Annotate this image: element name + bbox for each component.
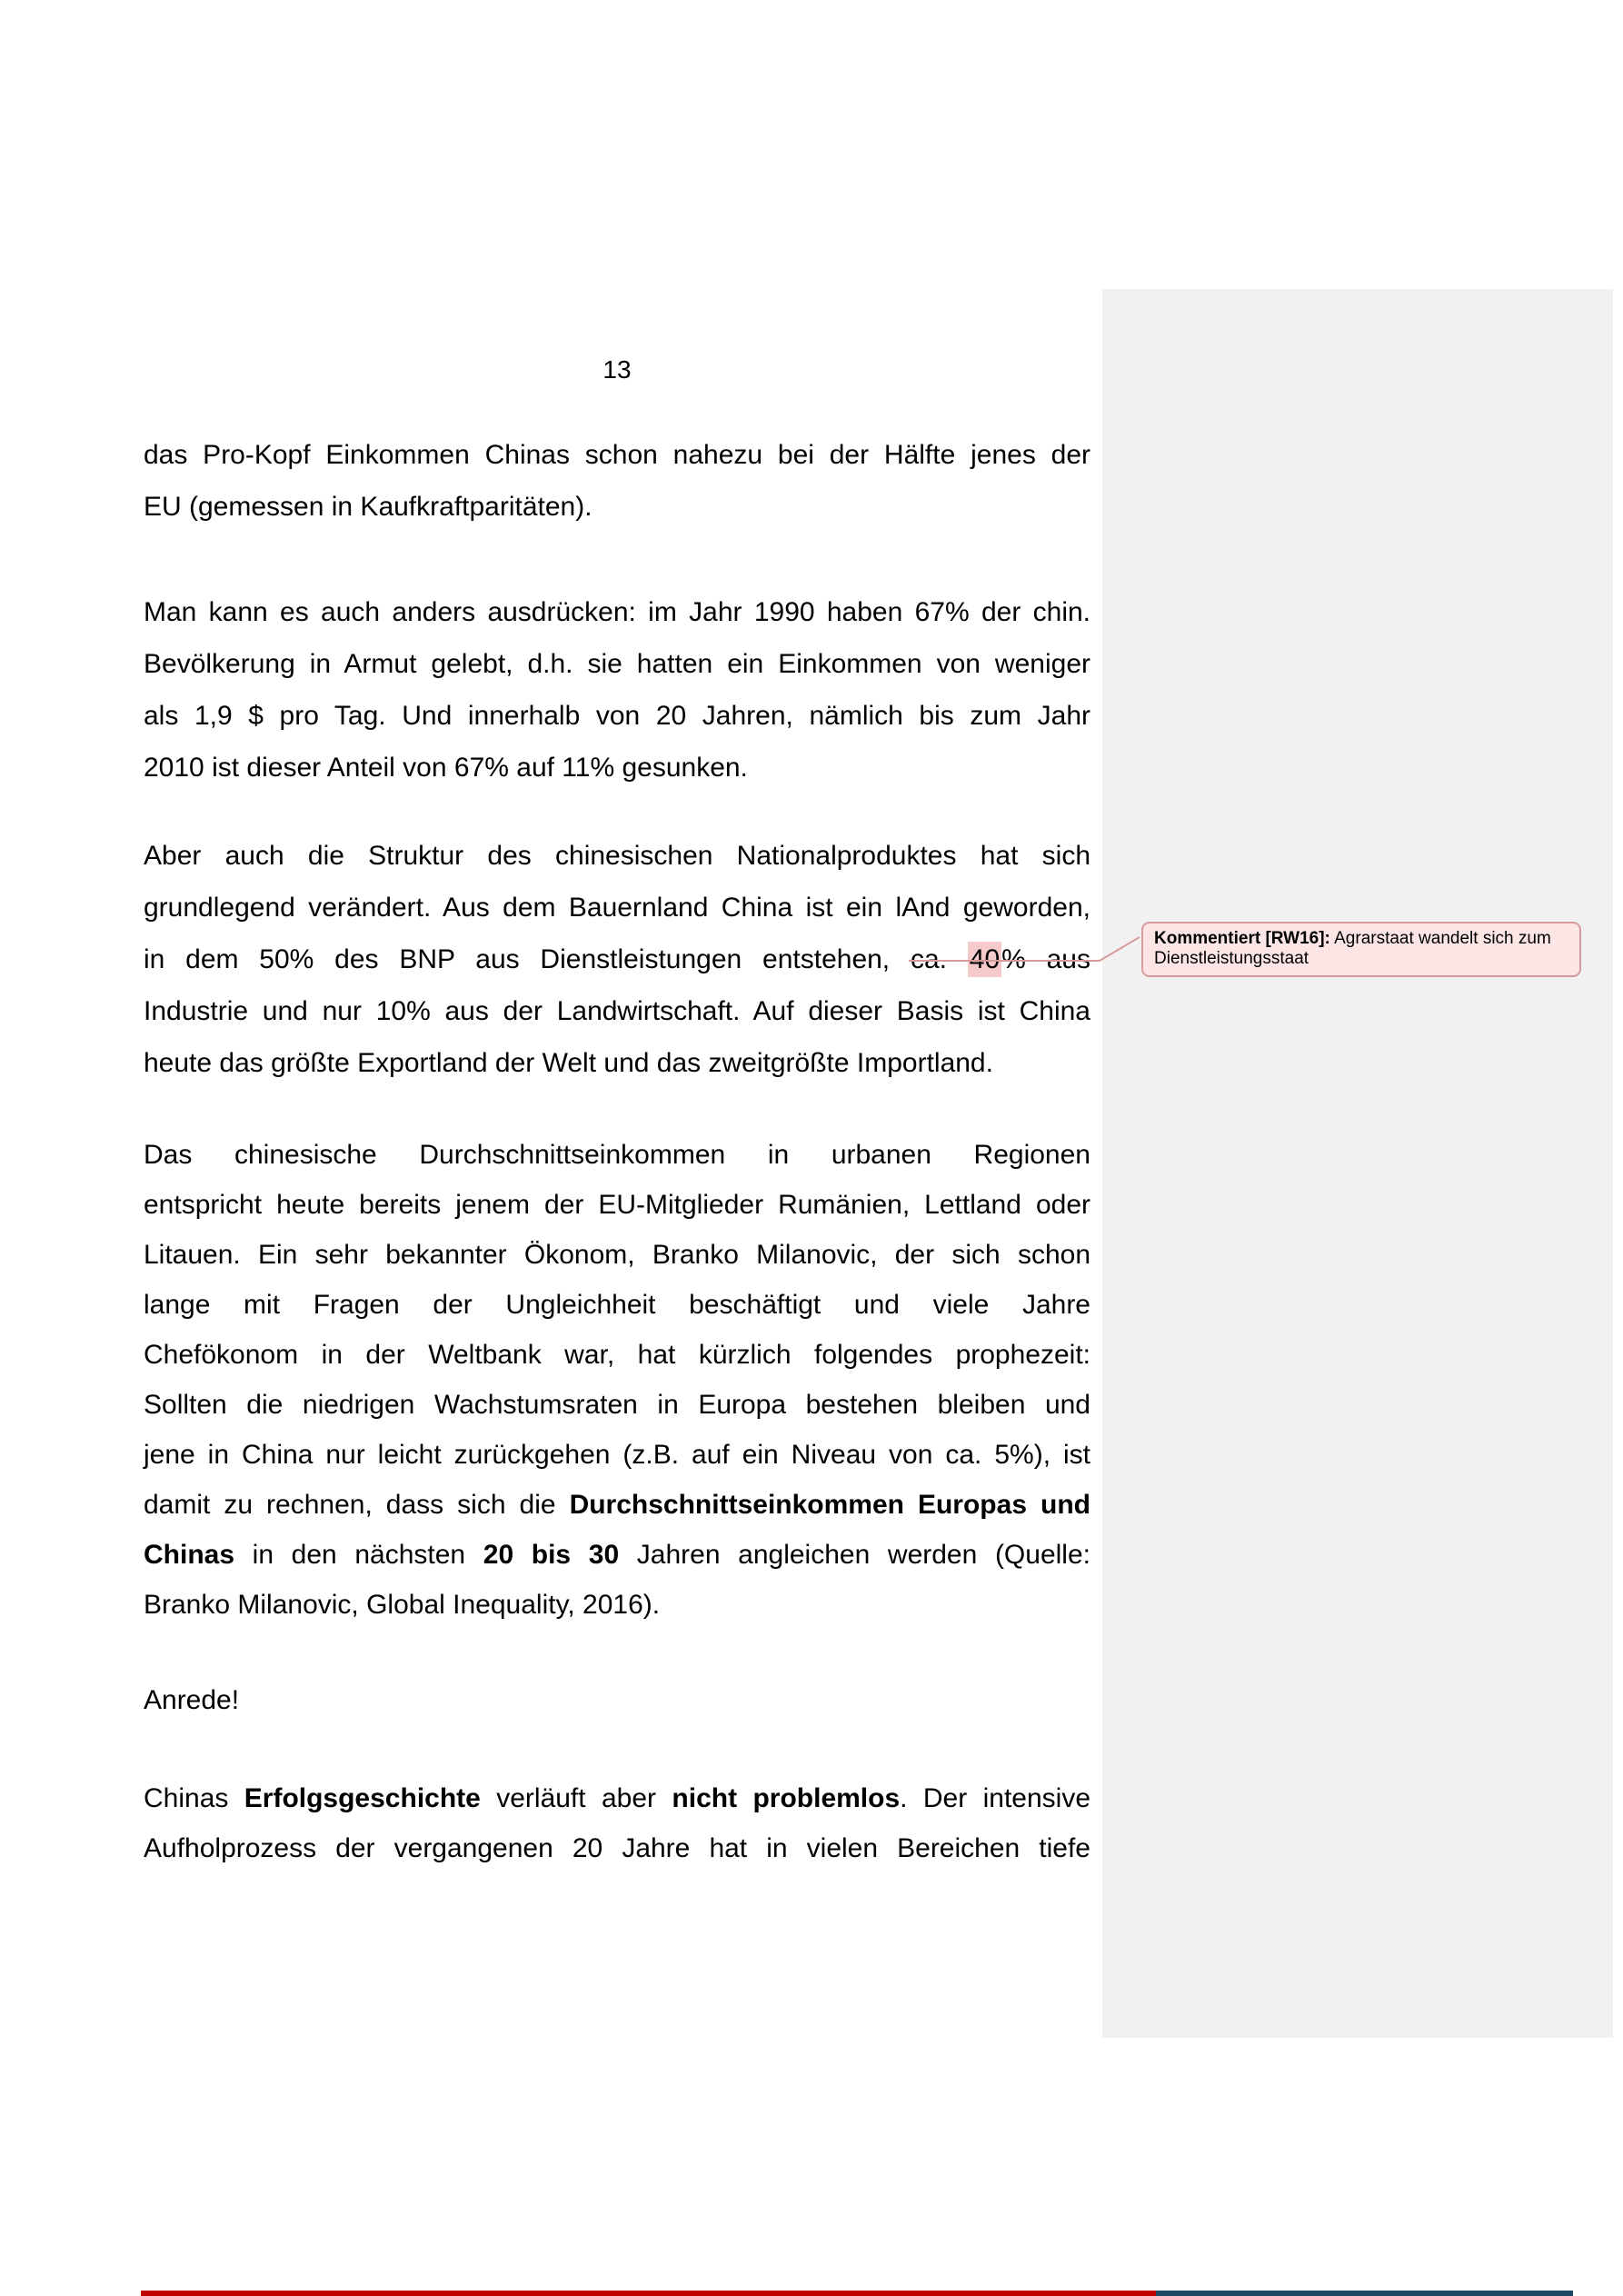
text-line (144, 1180, 1090, 1230)
text-segment: grundlegend verändert. Aus dem Bauernland China ist ein lAnd geworden, (144, 893, 1090, 923)
text-segment: Durchschnittseinkommen Europas und (569, 1490, 1090, 1520)
text-line (144, 933, 1090, 985)
text-line (144, 1675, 1090, 1725)
text-segment: nicht problemlos (672, 1783, 901, 1813)
paragraph (144, 1675, 1090, 1725)
text-line (144, 1037, 1090, 1089)
text-segment: Industrie und nur 10% aus der Landwirtschaft. Auf dieser Basis ist China (144, 996, 1090, 1026)
text-segment: Aufholprozess der vergangenen 20 Jahre hat in vielen Bereichen tiefe (144, 1833, 1090, 1863)
paragraph (144, 1773, 1090, 1873)
text-segment: als 1,9 $ pro Tag. Und innerhalb von 20 Jahren, nämlich bis zum Jahr (144, 701, 1090, 731)
paragraph (144, 830, 1090, 1089)
text-segment: in dem 50% des BNP aus Dienstleistungen entstehen, ca. (144, 944, 968, 974)
bottom-bar-blue-segment (1156, 2291, 1573, 2296)
text-line (144, 481, 1090, 533)
paragraph (144, 586, 1090, 794)
text-line (144, 1430, 1090, 1480)
paragraph (144, 429, 1090, 533)
text-segment: Chinas (144, 1540, 235, 1570)
text-segment: Anrede! (144, 1685, 240, 1715)
text-column (144, 0, 1090, 2296)
text-line (144, 1580, 1090, 1630)
text-line (144, 882, 1090, 933)
paragraph (144, 1130, 1090, 1630)
text-line (144, 985, 1090, 1037)
text-segment: Bevölkerung in Armut gelebt, d.h. sie hatten ein Einkommen von weniger (144, 649, 1090, 679)
text-segment: Sollten die niedrigen Wachstumsraten in Europa bestehen bleiben und (144, 1390, 1090, 1420)
comment-text: Agrarstaat wandelt sich zum Dienstleistungsstaat (1154, 929, 1557, 968)
text-line (144, 638, 1090, 690)
text-segment: heute das größte Exportland der Welt und das zweitgrößte Importland. (144, 1048, 993, 1078)
comments-margin-panel (1102, 289, 1613, 2038)
text-segment: Man kann es auch anders ausdrücken: im Jahr 1990 haben 67% der chin. (144, 597, 1090, 627)
text-line (144, 1330, 1090, 1380)
text-line (144, 429, 1090, 481)
text-segment: % aus (1001, 944, 1090, 974)
comment-balloon[interactable] (1141, 922, 1581, 977)
text-segment: 20 bis 30 (483, 1540, 620, 1570)
text-segment: Aber auch die Struktur des chinesischen Nationalproduktes hat sich (144, 841, 1090, 871)
text-segment: lange mit Fragen der Ungleichheit beschäftigt und viele Jahre (144, 1290, 1090, 1320)
text-line (144, 1530, 1090, 1580)
text-segment: Chefökonom in der Weltbank war, hat kürzlich folgendes prophezeit: (144, 1340, 1090, 1370)
text-line (144, 1130, 1090, 1180)
text-segment: in den nächsten (234, 1540, 483, 1570)
comment-anchor-highlight[interactable]: 40 (968, 942, 1001, 977)
text-line (144, 1823, 1090, 1873)
text-segment: Erfolgsgeschichte (244, 1783, 481, 1813)
text-line (144, 690, 1090, 742)
text-line (144, 1480, 1090, 1530)
bottom-bar-red-segment (141, 2291, 1156, 2296)
text-segment: Jahren angleichen werden (Quelle: (619, 1540, 1090, 1570)
page-number: 13 (602, 355, 632, 384)
text-line (144, 1380, 1090, 1430)
text-segment: EU (gemessen in Kaufkraftparitäten). (144, 492, 592, 522)
text-line (144, 742, 1090, 794)
text-segment: Das chinesische Durchschnittseinkommen in urbanen Regionen (144, 1140, 1090, 1170)
text-line (144, 1230, 1090, 1280)
text-segment: . Der intensive (900, 1783, 1090, 1813)
text-segment: Chinas (144, 1783, 244, 1813)
text-line (144, 1773, 1090, 1823)
text-line (144, 586, 1090, 638)
text-segment: das Pro-Kopf Einkommen Chinas schon nahezu bei der Hälfte jenes der (144, 440, 1090, 470)
text-line (144, 830, 1090, 882)
text-segment: damit zu rechnen, dass sich die (144, 1490, 570, 1520)
text-segment: Litauen. Ein sehr bekannter Ökonom, Branko Milanovic, der sich schon (144, 1240, 1090, 1270)
text-segment: verläuft aber (480, 1783, 672, 1813)
text-segment: 2010 ist dieser Anteil von 67% auf 11% gesunken. (144, 753, 748, 783)
text-segment: jene in China nur leicht zurückgehen (z.B. auf ein Niveau von ca. 5%), ist (144, 1440, 1090, 1470)
comment-author-label: Kommentiert [RW16]: (1154, 929, 1330, 948)
text-segment: Branko Milanovic, Global Inequality, 2016). (144, 1590, 661, 1620)
text-segment: entspricht heute bereits jenem der EU-Mitglieder Rumänien, Lettland oder (144, 1190, 1090, 1220)
text-line (144, 1280, 1090, 1330)
